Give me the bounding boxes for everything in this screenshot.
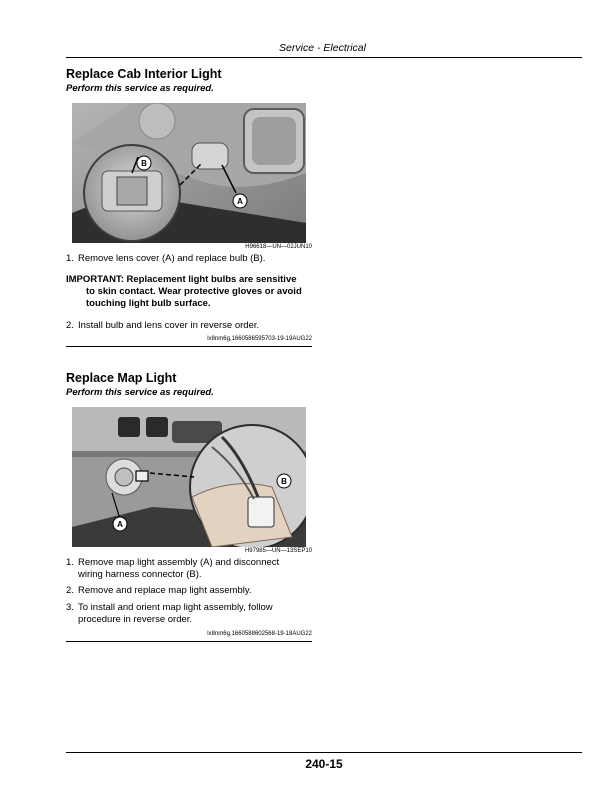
footer-divider [66,752,582,753]
callout-b-label: B [141,159,147,168]
section-divider [66,641,312,642]
step-text: Install bulb and lens cover in reverse order. [78,320,260,331]
step-number: 1. [66,253,74,264]
map-light-illustration [72,407,306,547]
important-line-2: to skin contact. Wear protective gloves or avoid [86,286,302,297]
cab-light-photo [72,103,306,243]
running-header: Service - Electrical [279,42,366,54]
step-map-1 [66,557,316,581]
step-number: 2. [66,585,74,596]
cab-light-illustration [72,103,306,243]
step-text-line-1: Remove map light assembly (A) and disconnect [78,557,280,568]
step-number: 3. [66,602,74,613]
map-light-photo [72,407,306,547]
important-line-1: Replacement light bulbs are sensitive [126,274,297,285]
reference-code-map-light: lx8nm6g,1660588602568-19-18AUG22 [207,631,312,637]
section-subheading-map-light: Perform this service as required. [66,387,214,398]
callout-b-label: B [281,477,287,486]
figure-id-map-light: H97985—UN—13SEP10 [244,548,312,554]
step-number: 2. [66,320,74,331]
important-note [66,274,316,310]
reference-code-cab-light: lx8nm6g,1660586595703-19-19AUG22 [207,336,312,342]
callout-a-label: A [237,197,243,206]
step-text: Remove lens cover (A) and replace bulb (B). [78,253,266,264]
section-heading-cab-light: Replace Cab Interior Light [66,67,222,81]
figure-id-cab-light: H96618—UN—02JUN10 [245,244,312,250]
header-divider [66,57,582,58]
step-text-line-1: To install and orient map light assembly, follow [78,602,273,613]
step-number: 1. [66,557,74,568]
section-subheading-cab-light: Perform this service as required. [66,83,214,94]
step-text-line-2: procedure in reverse order. [78,614,193,625]
step-cab-2 [66,320,316,332]
callout-a-label: A [117,520,123,529]
step-map-3 [66,602,316,626]
step-map-2 [66,585,316,597]
step-text-line-2: wiring harness connector (B). [78,569,202,580]
step-cab-1 [66,253,316,265]
important-line-3: touching light bulb surface. [86,298,211,309]
section-heading-map-light: Replace Map Light [66,371,177,385]
page-number: 240-15 [305,757,343,771]
step-text-line-1: Remove and replace map light assembly. [78,585,252,596]
important-label: IMPORTANT: [66,274,124,285]
section-divider [66,346,312,347]
